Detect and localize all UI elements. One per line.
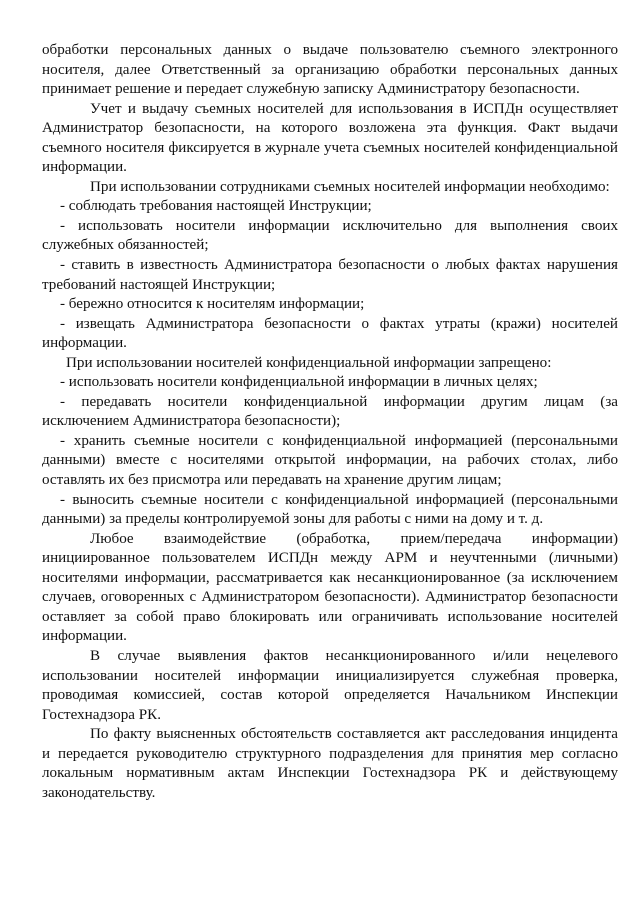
paragraph-act: По факту выясненных обстоятельств составляется акт расследования инцидента и передается руководителю структурного подразделения для принятия мер согласно локальным нормативным актам Инспекции Гостехнадзора РК и действующему законодательству.	[42, 726, 618, 801]
paragraph-3: При использовании сотрудниками съемных носителей информации необходимо:	[90, 178, 610, 195]
paragraph-investigation: В случае выявления фактов несанкционированного и/или нецелевого использовании носителей информации инициализируется служебная проверка, проводимая комиссией, состав которой определяется Начальником Инспекции Гостехнадзора РК.	[42, 647, 618, 723]
list-item: - соблюдать требования настоящей Инструкции;	[60, 198, 372, 215]
list-item: - передавать носители конфиденциальной информации другим лицам (за исключением Администратора безопасности);	[42, 393, 618, 430]
paragraph-prohibited: При использовании носителей конфиденциальной информации запрещено:	[66, 354, 552, 371]
list-item: - бережно относится к носителям информации;	[60, 296, 365, 313]
paragraph-1: обработки персональных данных о выдаче пользователю съемного электронного носителя, далее Ответственный за организацию обработки персональных данных принимает решение и передает служебную записку Администратору безопасности.	[42, 42, 618, 98]
list-item: - использовать носители информации исключительно для выполнения своих служебных обязанностей;	[42, 217, 618, 254]
paragraph-interaction: Любое взаимодействие (обработка, прием/передача информации) инициированное пользователем ИСПДн между АРМ и неучтенными (личными) носителями информации, рассматривается как несанкционированное (за исключением случаев, оговоренных с Администратором безопасности). Администратор безопасности оставляет за собой право блокировать или ограничивать использование носителей информации.	[42, 530, 618, 645]
list-item: - выносить съемные носители с конфиденциальной информацией (персональными данными) за пределы контролируемой зоны для работы с ними на дому и т. д.	[42, 491, 618, 528]
paragraph-2: Учет и выдачу съемных носителей для использования в ИСПДн осуществляет Администратор безопасности, на которого возложена эта функция. Факт выдачи съемного носителя фиксируется в журнале учета съемных носителей конфиденциальной информации.	[42, 100, 618, 176]
list-item: - ставить в известность Администратора безопасности о любых фактах нарушения требований настоящей Инструкции;	[42, 257, 618, 293]
list-item: - извещать Администратора безопасности о фактах утраты (кражи) носителей информации.	[42, 315, 618, 352]
list-item: - хранить съемные носители с конфиденциальной информацией (персональными данными) вместе с носителями открытой информации, на рабочих столах, либо оставлять их без присмотра или передавать на хранение другим лицам;	[42, 432, 618, 489]
list-item: - использовать носители конфиденциальной информации в личных целях;	[60, 374, 538, 391]
